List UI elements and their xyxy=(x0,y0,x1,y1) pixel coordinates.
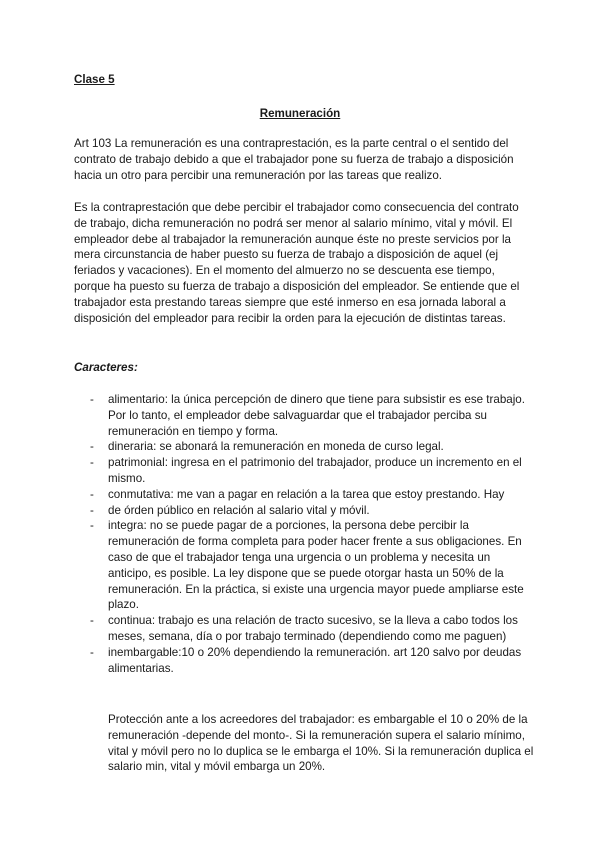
list-item-text: dineraria: se abonará la remuneración en moneda de curso legal. xyxy=(108,440,444,454)
list-item xyxy=(74,518,536,613)
paragraph-art-103: Art 103 La remuneración es una contraprestación, es la parte central o el sentido del contrato de trabajo debido a que el trabajador pone su fuerza de trabajo a disposición hacia un otro para percibir una remuneración por las tareas que realizo. xyxy=(74,137,514,182)
list-item-text: patrimonial: ingresa en el patrimonio del trabajador, produce un incremento en el mismo. xyxy=(108,456,522,485)
bullet-dash: - xyxy=(90,393,94,406)
bullet-dash: - xyxy=(90,645,94,659)
list-item-text: continua: trabajo es una relación de tracto sucesivo, se la lleva a cabo todos los meses, semana, día o por trabajo terminado (dependiendo como me paguen) xyxy=(108,614,518,643)
list-item xyxy=(74,487,536,503)
list-item xyxy=(74,392,536,439)
list-item-text: integra: no se puede pagar de a porciones, la persona debe percibir la remuneración de forma completa para poder hacer frente a sus obligaciones. En caso de que el trabajador tenga una urgencia o un problema y necesita un anticipo, es posible. La ley dispone que se puede otorgar hasta un 50% de la remuneración. En la práctica, si existe una urgencia mayor puede ampliarse este plazo. xyxy=(108,519,524,612)
list-item-text: conmutativa: me van a pagar en relación a la tarea que estoy prestando. Hay xyxy=(108,487,505,501)
list-item xyxy=(74,455,536,487)
paragraph-proteccion: Protección ante a los acreedores del trabajador: es embargable el 10 o 20% de la remuneración -depende del monto-. Si la remuneración supera el salario mínimo, vital y móvil pero no lo duplica se le embarga el 10%. Si la remuneración duplica el salario min, vital y móvil embarga un 20%. xyxy=(108,713,534,774)
class-heading: Clase 5 xyxy=(74,73,115,86)
list-item-text: alimentario: la única percepción de dinero que tiene para subsistir es ese trabajo. Por lo tanto, el empleador debe salvaguardar que el trabajador perciba su remuneración en tiempo y forma. xyxy=(108,393,525,438)
bullet-dash: - xyxy=(90,487,94,501)
list-item-text: de órden público en relación al salario vital y móvil. xyxy=(108,503,370,517)
page-title: Remuneración xyxy=(259,107,341,120)
bullet-dash: - xyxy=(90,456,94,470)
caracteres-list xyxy=(74,392,536,676)
list-item-text: inembargable:10 o 20% dependiendo la remuneración. art 120 salvo por deudas alimentarias. xyxy=(108,645,522,675)
bullet-dash: - xyxy=(90,440,94,454)
list-item xyxy=(74,645,536,677)
bullet-dash: - xyxy=(90,503,94,517)
list-item xyxy=(74,503,536,519)
caracteres-heading: Caracteres: xyxy=(74,361,138,374)
bullet-dash: - xyxy=(90,519,94,533)
list-item xyxy=(74,613,536,645)
paragraph-contraprestacion: Es la contraprestación que debe percibir el trabajador como consecuencia del contrato de trabajo, dicha remuneración no podrá ser menor al salario mínimo, vital y móvil. El empleador debe al trabajador la remuneración aunque éste no preste servicios por la mera circunstancia de haber puesto su fuerza de trabajo a disposición de aquel (ej feriados y vacaciones). En el momento del almuerzo no se descuenta ese tiempo, porque ha puesto su fuerza de trabajo a disposición del empleador. Se entiende que el trabajador esta prestando tareas siempre que esté inmerso en esa jornada laboral a disposición del empleador para recibir la orden para la ejecución de distintas tareas. xyxy=(74,201,520,325)
bullet-dash: - xyxy=(90,614,94,628)
list-item xyxy=(74,439,536,455)
